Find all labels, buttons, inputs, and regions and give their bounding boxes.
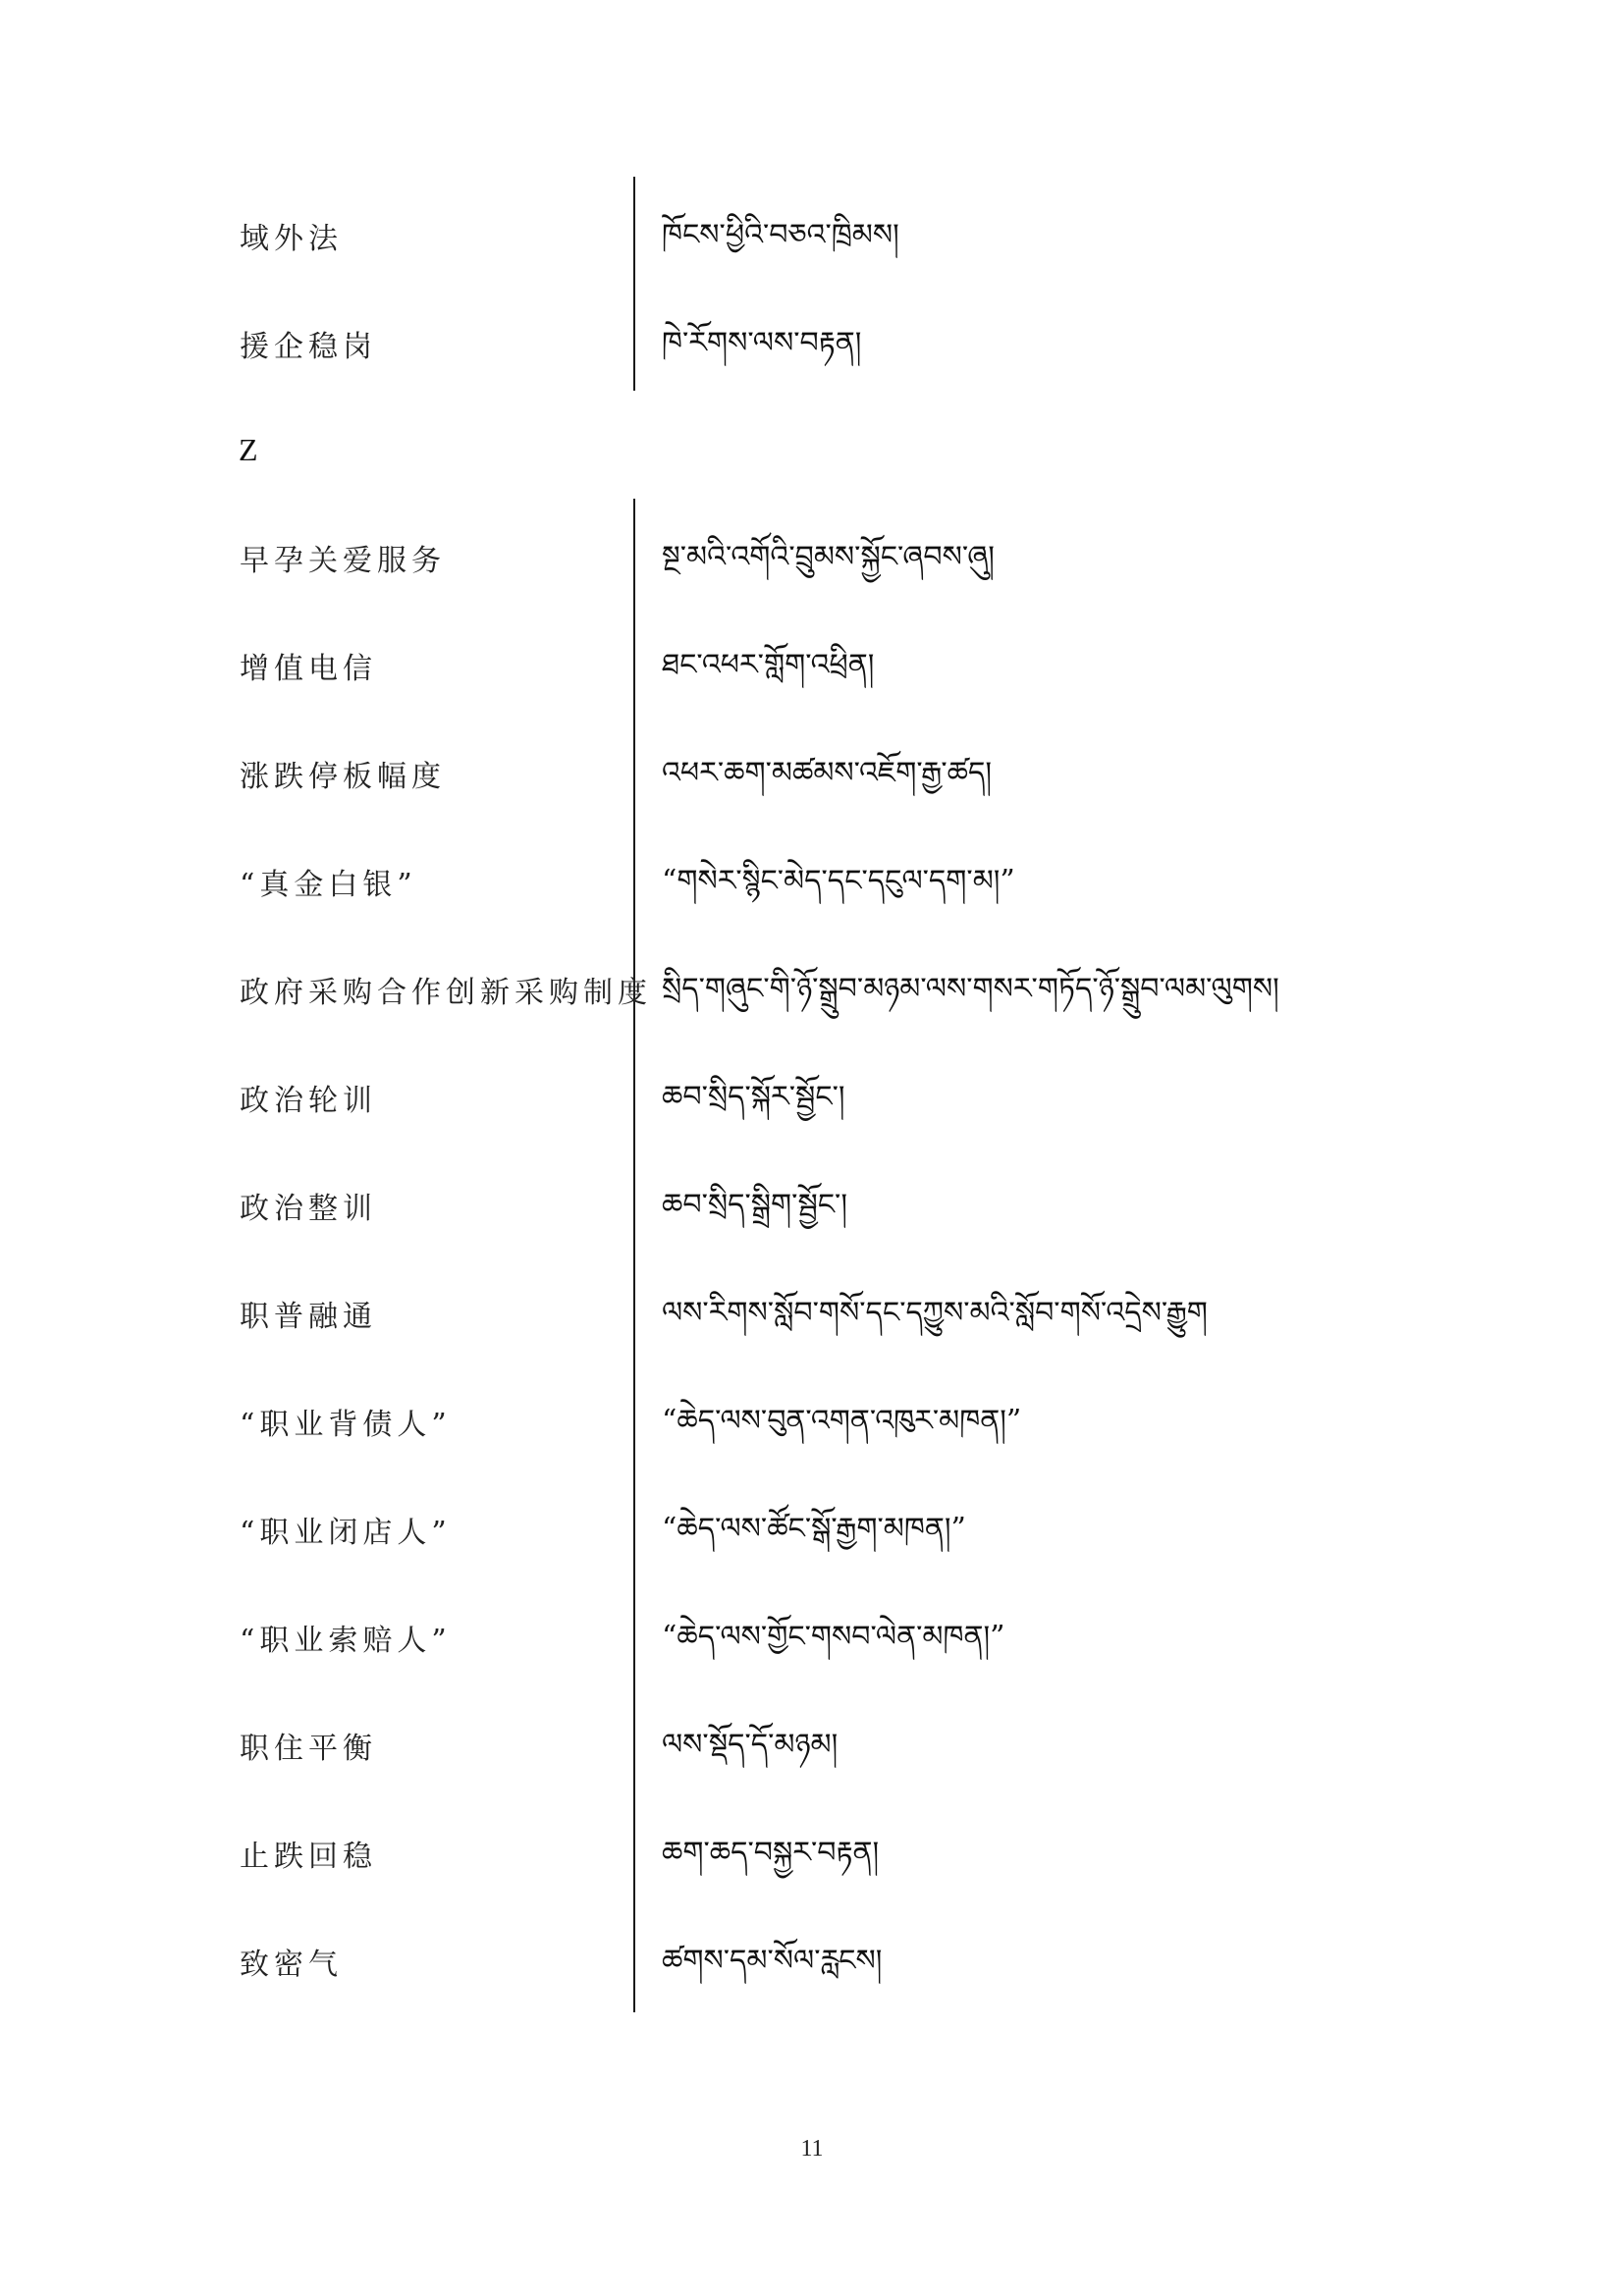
glossary-entry	[0, 1178, 1624, 1237]
glossary-entry	[0, 208, 1624, 267]
tibetan-translation: “གསེར་སྙིང་མེད་དང་དངུལ་དག་མ།”	[662, 864, 1015, 898]
chinese-term: “真金白银”	[240, 868, 417, 902]
chinese-term: 政治轮训	[240, 1084, 377, 1118]
glossary-entry	[0, 746, 1624, 805]
chinese-term: “职业闭店人”	[240, 1516, 452, 1550]
glossary-entry	[0, 638, 1624, 697]
glossary-entry	[0, 1826, 1624, 1885]
tibetan-translation: ཁེ་རོགས་ལས་བརྟན།	[662, 326, 862, 360]
chinese-term: 职普融通	[240, 1300, 377, 1334]
glossary-entry	[0, 530, 1624, 589]
glossary-entry	[0, 1502, 1624, 1561]
tibetan-translation: ཐང་འཕར་གློག་འཕྲིན།	[662, 648, 875, 682]
page-number: 11	[800, 2136, 824, 2162]
tibetan-translation: ཚགས་དམ་སོལ་རླངས།	[662, 1944, 883, 1978]
glossary-entry	[0, 1610, 1624, 1669]
glossary-entry	[0, 1934, 1624, 1993]
chinese-term: “职业索赔人”	[240, 1624, 452, 1658]
tibetan-translation: “ཆེད་ལས་གྱོང་གསབ་ལེན་མཁན།”	[662, 1620, 1005, 1654]
tibetan-translation: ལས་སྡོད་དོ་མཉམ།	[662, 1728, 839, 1762]
chinese-term: 增值电信	[240, 652, 377, 686]
tibetan-translation: ཆག་ཆད་བསྐྱར་བརྟན།	[662, 1836, 880, 1870]
glossary-entry	[0, 854, 1624, 913]
chinese-term: 致密气	[240, 1948, 343, 1982]
glossary-entry	[0, 316, 1624, 375]
glossary-entry	[0, 962, 1624, 1021]
chinese-term: 域外法	[240, 222, 343, 256]
glossary-entry	[0, 1070, 1624, 1129]
tibetan-translation: སྲིད་གཞུང་གི་ཉོ་སྒྲུབ་མཉམ་ལས་གསར་གཏོད་ཉོ་སྒྲུབ་ལམ་ལུགས།	[662, 972, 1279, 1006]
column-divider	[633, 499, 635, 2012]
glossary-entry	[0, 1394, 1624, 1453]
chinese-term: 政府采购合作创新采购制度	[240, 976, 652, 1010]
tibetan-translation: ཆབ་སྲིད་སྐོར་སྦྱོང་།	[662, 1080, 845, 1114]
chinese-term: 止跌回稳	[240, 1840, 377, 1874]
tibetan-translation: སྔ་མའི་འགོའི་བྲུམས་སྐྱོང་ཞབས་ཞུ།	[662, 540, 995, 574]
chinese-term: 援企稳岗	[240, 330, 377, 364]
tibetan-translation: “ཆེད་ལས་ཚོང་སྒོ་རྒྱག་མཁན།”	[662, 1512, 966, 1546]
tibetan-translation: “ཆེད་ལས་བུན་འགན་འཁུར་མཁན།”	[662, 1404, 1022, 1438]
tibetan-translation: འཕར་ཆག་མཚམས་འཇོག་རྒྱ་ཚད།	[662, 756, 993, 790]
glossary-group-1	[0, 177, 1624, 391]
glossary-entry	[0, 1718, 1624, 1777]
glossary-entry	[0, 1286, 1624, 1345]
section-letter-heading: Z	[239, 432, 258, 467]
tibetan-translation: ལས་རིགས་སློབ་གསོ་དང་དཀྱུས་མའི་སློབ་གསོ་འདྲེས་རྒྱུག	[662, 1296, 1208, 1330]
chinese-term: 早孕关爱服务	[240, 544, 446, 578]
glossary-group-2	[0, 499, 1624, 2012]
chinese-term: 涨跌停板幅度	[240, 760, 446, 794]
chinese-term: 职住平衡	[240, 1732, 377, 1766]
chinese-term: “职业背债人”	[240, 1408, 452, 1442]
chinese-term: 政治整训	[240, 1192, 377, 1226]
tibetan-translation: ཆབ་སྲིད་སྒྲིག་སྦྱོང་།	[662, 1188, 847, 1222]
tibetan-translation: ཁོངས་ཕྱིའི་བཅའ་ཁྲིམས།	[662, 218, 899, 252]
